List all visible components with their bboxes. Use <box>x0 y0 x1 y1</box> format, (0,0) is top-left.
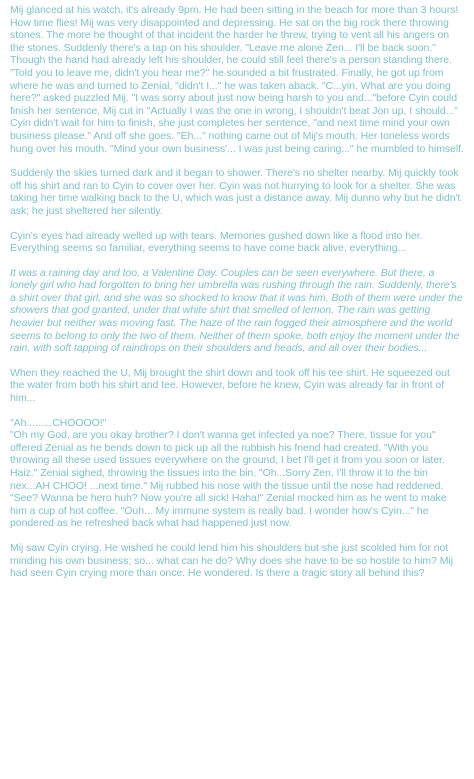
story-paragraph: Cyin's eyes had already welled up with tears. Memories gushed down like a flood into her. Everything seems so familiar, everything seems to have come back alive, everything... <box>10 229 423 255</box>
story-paragraph: When they reached the U, Mij brought the shirt down and took off his tee shirt. He squeezed out the water from both his shirt and tee. However, before he knew, Cyin was already far in front of him... <box>10 366 450 405</box>
story-paragraph: Mij saw Cyin crying. He wished he could lend him his shoulders but she just scolded him for not minding his own business; so... what can he do? Why does she have to be so hostile to him? Mij had seen Cyin crying more than once. He wondered. Is there a tragic story all behind this? <box>10 541 453 580</box>
sneeze-line: "Ah.........CHOOOO!" <box>10 416 107 429</box>
story-paragraph: Suddenly the skies turned dark and it began to shower. There's no shelter nearby. Mij quickly took off his shirt and ran to Cyin to cover over her. Cyin was not hurrying to look for a shelter. She was taking her time walking back to the U, which was just a distance away. Mij dunno why but he didn't ask; he just sheltered her silently. <box>10 167 461 217</box>
story-paragraph: Mij glanced at his watch, it's already 9pm. He had been sitting in the beach for more than 3 hours! How time flies! Mij was very disappointed and depressing. He sat on the big rock there throwing stones. The more he thought of that incident the harder he threw, trying to vent all his angers on the stones. Suddenly there's a tap on his shoulder. "Leave me alone Zen... I'll be back soon." Though the hand had already left his shoulder, he could still feel there's a person standing there. "Told you to leave me, didn't you hear me?" he sounded a bit frustrated. Finally, he got up from where he was and turned to Zenial, "didn't I..." he was taken aback. "C...yin. What are you doing here?" asked puzzled Mij. "I was sorry about just now being harsh to you and..."before Cyin could finish her sentence, Mij cut in "Actually I was the one in wrong, I shouldn't beat Jon up, I should..." Cyin didn't wait for him to finish, she just completes her sentence, "and next time mind your own business please." And off she goes. "Eh..." nothing came out of Mij's mouth. Her toneless words hung over his mouth. "Mind your own business'... I was just being caring..." he mumbled to himself. <box>10 4 464 155</box>
story-paragraph <box>10 417 464 530</box>
dialogue-line: "Oh my God, are you okay brother? I don't wanna get infected ya noe? There, tissue for you" offered Zenial as he bends down to pick up all the rubbish his friend had created. "With you throwing all these used tissues everywhere on the ground, I bet I'll get it from you soon or later. Haiz." Zenial sighed, throwing the tissues into the bin. "Oh...Sorry Zen, I'll throw it to the bin nex...AH CHOO! ...next time." Mij rubbed his nose with the tissue until the nose had reddened. "See? Wanna be hero huh? Now you're all sick! Haha!" Zenial mocked him as he went to make him a cup of hot coffee. "Ouh... My immune system is really bad. I wonder how's Cyin..." he pondered as he refreshed back what had happened just now. <box>10 429 447 530</box>
story-flashback-paragraph: It was a raining day and too, a Valentine Day. Couples can be seen everywhere. But there, a lonely girl who had forgotten to bring her umbrella was rushing through the rain. Suddenly, there's a shirt over that girl, and she was so shocked to know that it was him. Both of them were under the showers that god granted, under that white shirt that smelled of lemon. The rain was getting heavier but neither was moving fast. The haze of the rain fogged their atmosphere and the world seems to belong to only the two of them. Neither of them spoke, both enjoy the moment under the rain, with soft tapping of raindrops on their shoulders and heads, and all over their bodies... <box>10 266 463 355</box>
